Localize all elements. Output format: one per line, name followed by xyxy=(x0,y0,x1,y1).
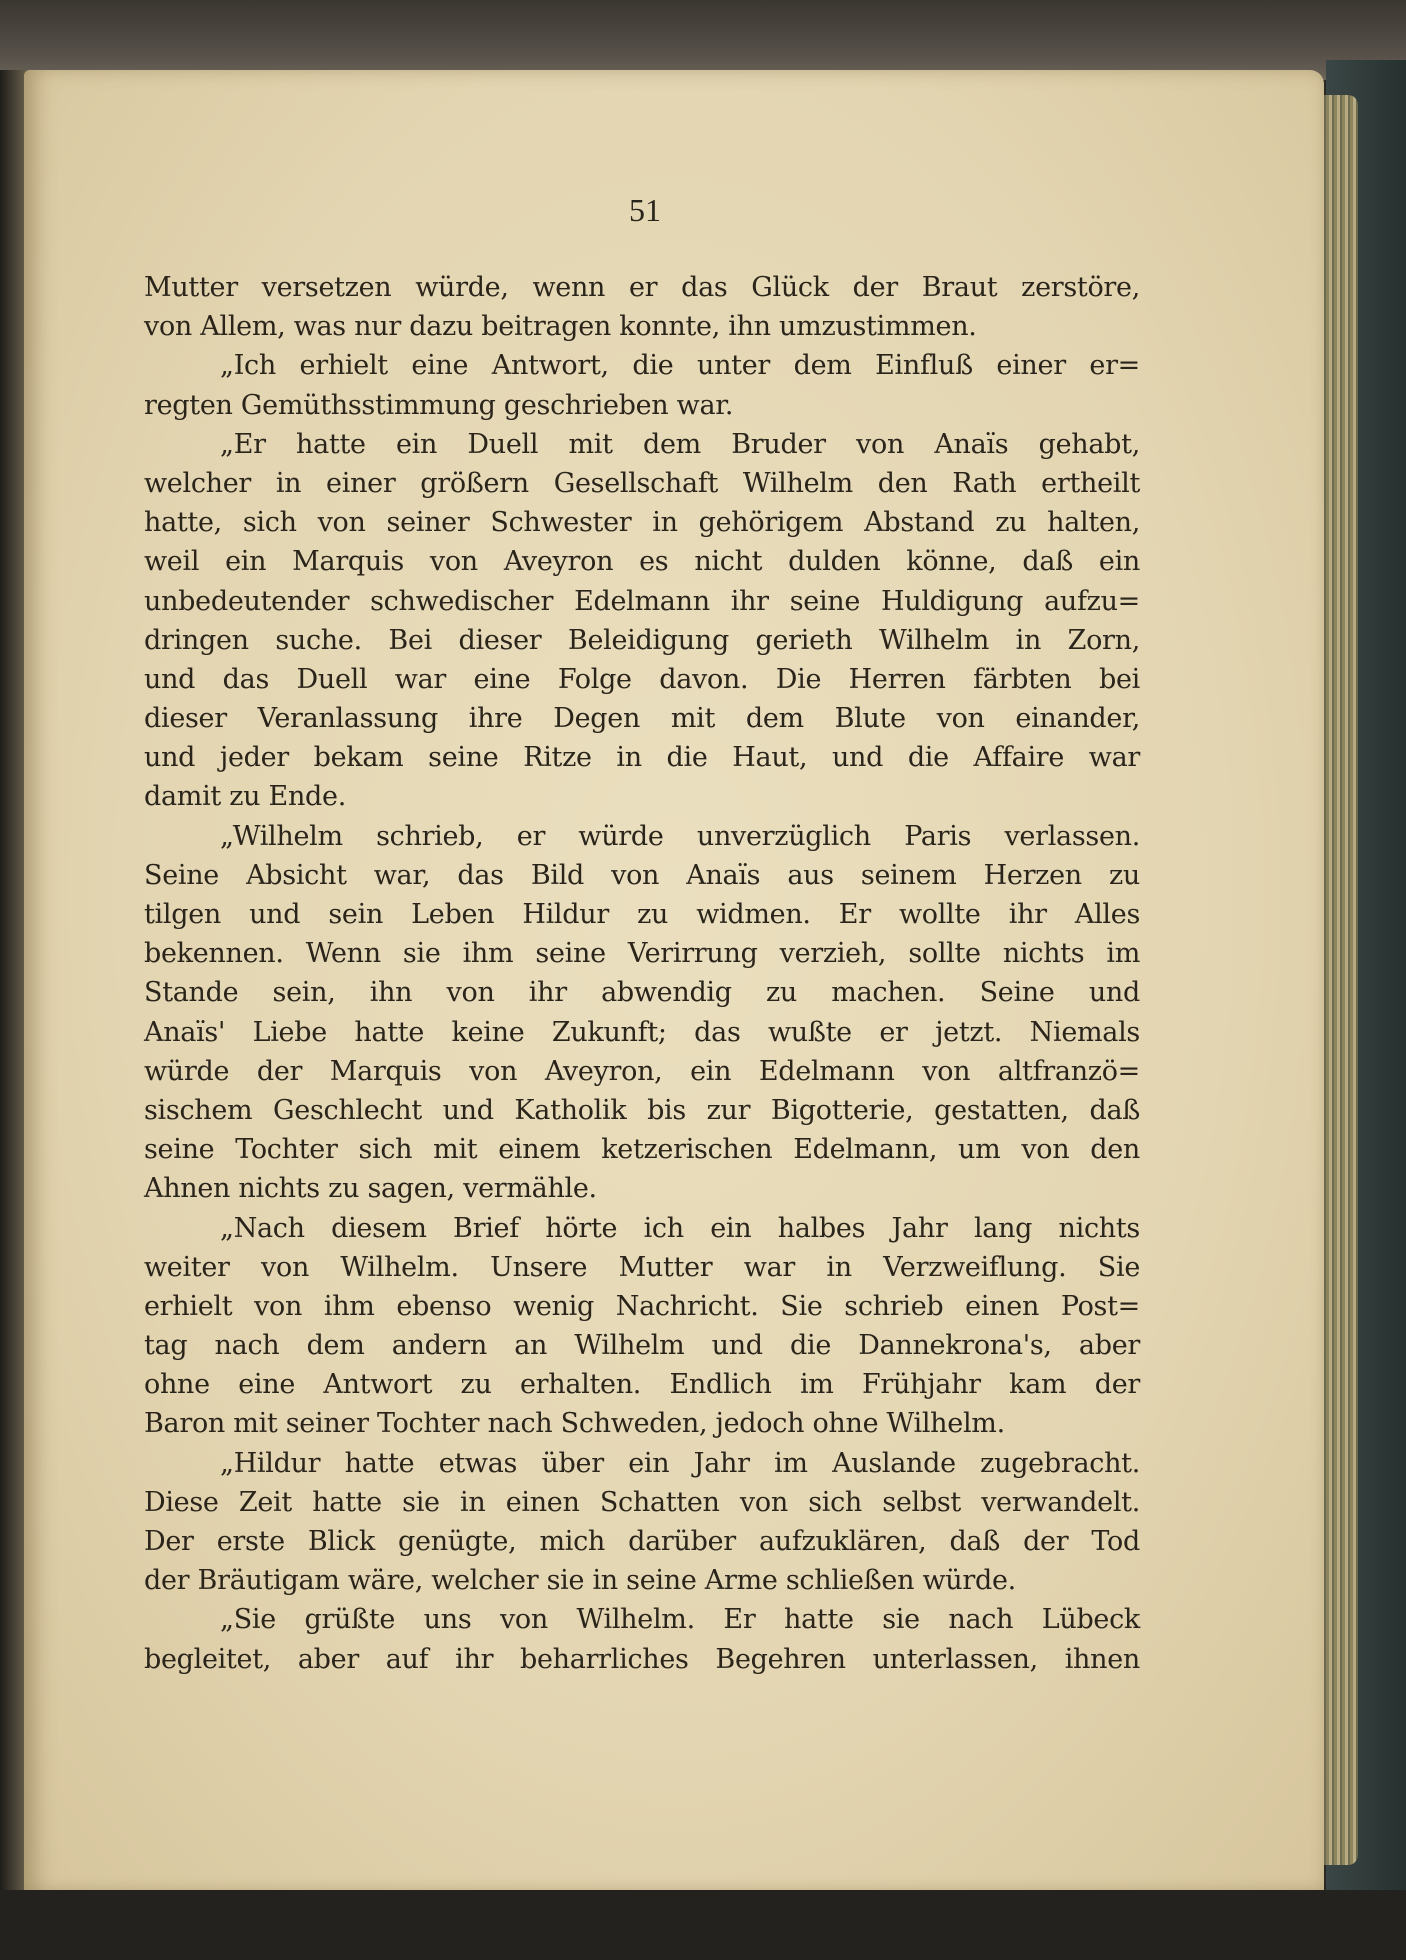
text-line: und jeder bekam seine Ritze in die Haut, und die Affaire war xyxy=(144,742,1140,774)
text-line: „Ich erhielt eine Antwort, die unter dem Einfluß einer er= xyxy=(220,350,1140,382)
text-line: seine Tochter sich mit einem ketzerischen Edelmann, um von den xyxy=(144,1134,1140,1166)
text-line: regten Gemüthsstimmung geschrieben war. xyxy=(144,389,734,421)
text-line: Stande sein, ihn von ihr abwendig zu machen. Seine und xyxy=(144,977,1140,1009)
text-line: „Er hatte ein Duell mit dem Bruder von Anaïs gehabt, xyxy=(220,428,1140,460)
text-line: „Wilhelm schrieb, er würde unverzüglich Paris verlassen. xyxy=(220,820,1140,852)
text-line: Seine Absicht war, das Bild von Anaïs aus seinem Herzen zu xyxy=(144,859,1140,891)
text-line: und das Duell war eine Folge davon. Die Herren färbten bei xyxy=(144,663,1140,695)
text-line: „Sie grüßte uns von Wilhelm. Er hatte sie nach Lübeck xyxy=(220,1604,1140,1636)
text-line: hatte, sich von seiner Schwester in gehörigem Abstand zu halten, xyxy=(144,507,1140,539)
text-line: Diese Zeit hatte sie in einen Schatten von sich selbst verwandelt. xyxy=(144,1486,1140,1518)
page-number: 51 xyxy=(629,192,661,228)
text-line: ohne eine Antwort zu erhalten. Endlich im Frühjahr kam der xyxy=(144,1369,1140,1401)
text-line: erhielt von ihm ebenso wenig Nachricht. Sie schrieb einen Post= xyxy=(144,1290,1140,1322)
text-line: begleitet, aber auf ihr beharrliches Begehren unterlassen, ihnen xyxy=(144,1643,1140,1675)
text-line: Ahnen nichts zu sagen, vermähle. xyxy=(144,1173,597,1205)
text-line: welcher in einer größern Gesellschaft Wilhelm den Rath ertheilt xyxy=(144,467,1140,499)
text-line: Baron mit seiner Tochter nach Schweden, jedoch ohne Wilhelm. xyxy=(144,1408,1005,1440)
text-line: „Hildur hatte etwas über ein Jahr im Auslande zugebracht. xyxy=(220,1447,1140,1479)
text-line: bekennen. Wenn sie ihm seine Verirrung verzieh, sollte nichts im xyxy=(144,938,1140,970)
text-line: unbedeutender schwedischer Edelmann ihr seine Huldigung aufzu= xyxy=(144,585,1140,617)
text-line: tag nach dem andern an Wilhelm und die Dannekrona's, aber xyxy=(144,1330,1140,1362)
text-line: Der erste Blick genügte, mich darüber aufzuklären, daß der Tod xyxy=(144,1526,1140,1557)
text-line: „Nach diesem Brief hörte ich ein halbes Jahr lang nichts xyxy=(220,1212,1140,1244)
text-line: damit zu Ende. xyxy=(144,781,346,813)
book-cover-top xyxy=(0,0,1406,80)
text-line: Mutter versetzen würde, wenn er das Glück der Braut zerstöre, xyxy=(144,272,1140,303)
body-text xyxy=(144,268,1140,1679)
text-line: sischem Geschlecht und Katholik bis zur Bigotterie, gestatten, daß xyxy=(144,1094,1140,1126)
text-line: Anaïs' Liebe hatte keine Zukunft; das wußte er jetzt. Niemals xyxy=(144,1016,1140,1048)
text-line: der Bräutigam wäre, welcher sie in seine Arme schließen würde. xyxy=(144,1565,1016,1597)
page-edges xyxy=(1318,95,1358,1865)
text-line: würde der Marquis von Aveyron, ein Edelmann von altfranzö= xyxy=(144,1055,1140,1087)
text-line: dieser Veranlassung ihre Degen mit dem Blute von einander, xyxy=(144,703,1140,735)
text-line: von Allem, was nur dazu beitragen konnte, ihn umzustimmen. xyxy=(144,311,977,343)
text-line: dringen suche. Bei dieser Beleidigung gerieth Wilhelm in Zorn, xyxy=(144,624,1140,656)
book-cover-bottom xyxy=(0,1890,1406,1960)
text-line: weil ein Marquis von Aveyron es nicht dulden könne, daß ein xyxy=(144,546,1140,578)
text-line: weiter von Wilhelm. Unsere Mutter war in Verzweiflung. Sie xyxy=(144,1251,1140,1283)
text-line: tilgen und sein Leben Hildur zu widmen. Er wollte ihr Alles xyxy=(144,899,1140,930)
